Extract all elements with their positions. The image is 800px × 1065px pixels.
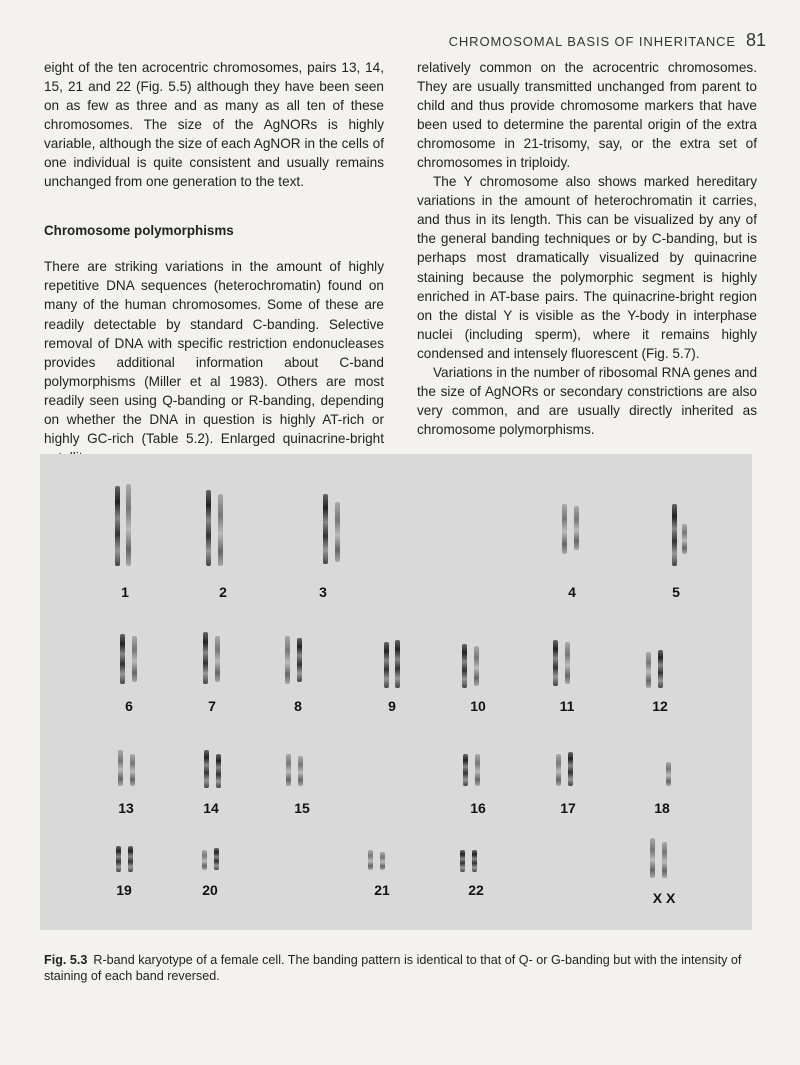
figure-label: Fig. 5.3: [44, 953, 88, 967]
right-paragraph-3: Variations in the number of ribosomal RNA genes and the size of AgNORs or secondary constrictions are also very common, and are usually directly inherited as chromosome polymorphisms.: [417, 364, 757, 437]
label-chr-1: 1: [121, 584, 129, 600]
chromosome: [556, 754, 561, 786]
chromosome: [115, 486, 120, 566]
caption-text: R-band karyotype of a female cell. The banding pattern is identical to that of Q- or G-banding but with the intensity of staining of each band reversed.: [44, 953, 742, 983]
chromosome: [682, 524, 687, 554]
chromosome: [116, 846, 121, 872]
label-chr-7: 7: [208, 698, 216, 714]
chromosome: [120, 634, 125, 684]
chromosome: [462, 644, 467, 688]
chromosome: [565, 642, 570, 684]
chromosome: [202, 850, 207, 870]
running-head: [449, 30, 766, 51]
chromosome: [553, 640, 558, 686]
label-chr-13: 13: [118, 800, 134, 816]
chromosome: [463, 754, 468, 786]
left-paragraph-1: eight of the ten acrocentric chromosomes, pairs 13, 14, 15, 21 and 22 (Fig. 5.5) although they have been seen on as few as three and as many as all ten of these chromosomes. The size of the AgNORs is highly variable, although the size of each AgNOR in the cells of one individual is quite consistent and usually remains unchanged from one generation to the text.: [44, 60, 384, 190]
section-heading: Chromosome polymorphisms: [44, 223, 234, 239]
label-chr-17: 17: [560, 800, 576, 816]
chromosome: [658, 650, 663, 688]
label-chr-6: 6: [125, 698, 133, 714]
label-chr-14: 14: [203, 800, 219, 816]
chromosome: [218, 494, 223, 566]
running-title: CHROMOSOMAL BASIS OF INHERITANCE: [448, 34, 736, 49]
label-chr-15: 15: [294, 800, 310, 816]
karyotype-figure: [40, 454, 752, 930]
label-chr-19: 19: [116, 882, 132, 898]
left-paragraph-2: There are striking variations in the amount of highly repetitive DNA sequences (heterochromatin) found on many of the human chromosomes. Some of these are readily detectable by standard C-banding. Selective removal of DNA with specific restriction endonucleases provides additional information about C-band polymorphisms (Miller et al 1983). Others are most readily seen using Q-banding or R-banding, depending on whether the DNA in question is highly AT-rich or highly GC-rich (Table 5.2). Enlarged quinacrine-bright: [44, 259, 384, 446]
label-chr-9: 9: [388, 698, 396, 714]
label-chr-5: 5: [672, 584, 680, 600]
chromosome: [562, 504, 567, 554]
chromosome: [460, 850, 465, 872]
chromosome: [203, 632, 208, 684]
label-chr-16: 16: [470, 800, 486, 816]
chromosome: [574, 506, 579, 550]
chromosome: [216, 754, 221, 788]
chromosome: [297, 638, 302, 682]
label-chr-8: 8: [294, 698, 302, 714]
chromosome: [472, 850, 477, 872]
chromosome: [666, 762, 671, 786]
chromosome: [206, 490, 211, 566]
chromosome: [285, 636, 290, 684]
right-paragraph-2: The Y chromosome also shows marked hereditary variations in the amount of heterochromatin it carries, and thus in its length. This can be visualized by any of the general banding techniques or by C-banding, but is perhaps most dramatically visualized by quinacrine staining because the polymorphic segment is highly enriched in AT-base pairs. The quinacrine-bright region on the distal Y is visible as the Y-body in interphase nuclei (including sperm), where it remains highly condensed and intensely fluorescent (Fig. 5.7).: [417, 174, 757, 361]
label-chr-4: 4: [568, 584, 576, 600]
chromosome: [395, 640, 400, 688]
label-chr-20: 20: [202, 882, 218, 898]
chromosome: [672, 504, 677, 566]
label-chr-3: 3: [319, 584, 327, 600]
right-paragraph-1: relatively common on the acrocentric chromosomes. They are usually transmitted unchanged from parent to child and thus provide chromosome markers that have been used to determine the parental origin of the extra chromosome in 21-trisomy, say, or the extra set of chromosomes in triploidy.: [417, 60, 757, 171]
chromosome: [650, 838, 655, 878]
chromosome: [323, 494, 328, 564]
label-chr-18: 18: [654, 800, 670, 816]
chromosome: [132, 636, 137, 682]
chromosome: [474, 646, 479, 686]
label-chr-10: 10: [470, 698, 486, 714]
label-chr-21: 21: [374, 882, 390, 898]
chromosome: [298, 756, 303, 786]
label-chr-xx: X X: [652, 890, 676, 906]
chromosome: [380, 852, 385, 870]
chromosome: [126, 484, 131, 566]
right-column: [417, 58, 757, 439]
chromosome: [214, 848, 219, 870]
chromosome: [568, 752, 573, 786]
chromosome: [646, 652, 651, 688]
chromosome: [368, 850, 373, 870]
chromosome: [204, 750, 209, 788]
chromosome: [286, 754, 291, 786]
left-column: [44, 58, 384, 467]
label-chr-2: 2: [219, 584, 227, 600]
chromosome: [128, 846, 133, 872]
page-number: 81: [745, 30, 766, 50]
chromosome: [662, 842, 667, 878]
chromosome: [475, 754, 480, 786]
chromosome: [215, 636, 220, 682]
chromosome: [130, 754, 135, 786]
chromosome: [335, 502, 340, 562]
figure-caption: [44, 952, 760, 984]
label-chr-12: 12: [652, 698, 668, 714]
label-chr-22: 22: [468, 882, 484, 898]
chromosome: [384, 642, 389, 688]
chromosome: [118, 750, 123, 786]
label-chr-11: 11: [559, 698, 575, 714]
